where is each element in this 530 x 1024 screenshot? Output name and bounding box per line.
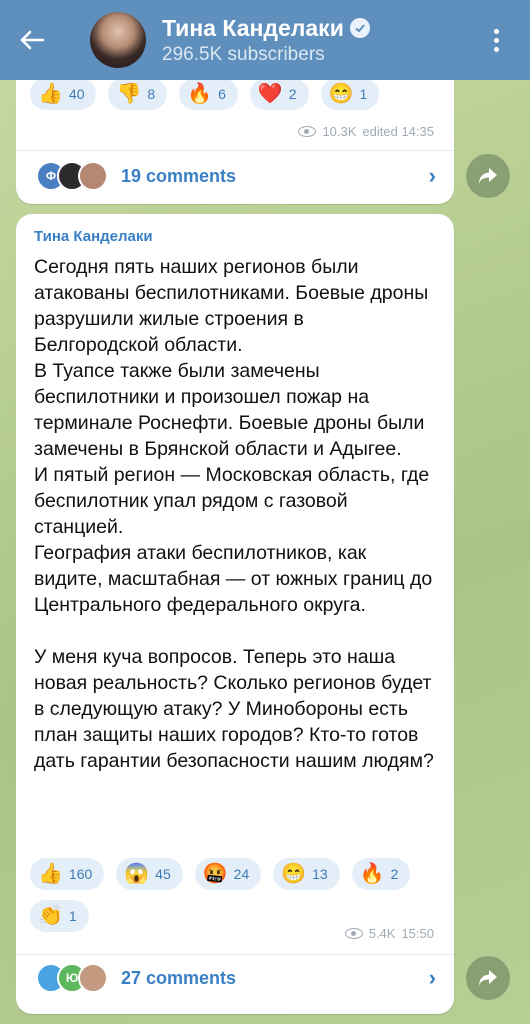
reaction-chip[interactable]: 👍 160: [30, 858, 104, 890]
commenter-avatar: [78, 963, 108, 993]
message-bubble: [16, 62, 454, 204]
commenter-avatar: [78, 161, 108, 191]
comments-label: 19 comments: [121, 165, 237, 186]
message-bubble: [16, 214, 454, 1014]
commenter-avatar: Ф: [36, 161, 66, 191]
share-button[interactable]: [466, 154, 510, 198]
reaction-chip[interactable]: ❤️ 2: [250, 78, 309, 110]
chevron-right-icon: ›: [428, 163, 436, 188]
more-menu-icon[interactable]: [476, 29, 516, 52]
eye-icon: [345, 928, 363, 939]
reaction-chip[interactable]: 😁 13: [273, 858, 339, 890]
reactions-row: [30, 858, 450, 932]
reaction-chip[interactable]: 😁 1: [321, 78, 380, 110]
message-time: 15:50: [401, 926, 434, 941]
view-count: 5.4K: [368, 926, 396, 941]
reaction-chip[interactable]: 🤬 24: [195, 858, 261, 890]
reaction-chip[interactable]: 🔥 2: [352, 858, 411, 890]
reaction-chip[interactable]: 👏 1: [30, 900, 89, 932]
channel-avatar[interactable]: [90, 12, 146, 68]
subscriber-count: 296.5K subscribers: [162, 43, 325, 65]
message-author[interactable]: Тина Канделаки: [34, 228, 153, 245]
chevron-right-icon: ›: [428, 965, 436, 990]
message-meta: [345, 926, 434, 941]
chat-header: [0, 0, 530, 80]
comments-button[interactable]: [36, 156, 436, 196]
divider: [16, 150, 454, 151]
reaction-chip[interactable]: 👎 8: [108, 78, 167, 110]
reactions-row: [30, 78, 450, 110]
edited-time: edited 14:35: [362, 124, 434, 139]
channel-info[interactable]: [162, 15, 476, 66]
divider: [16, 954, 454, 955]
reaction-chip[interactable]: 🔥 6: [179, 78, 238, 110]
channel-name: Тина Канделаки: [162, 14, 344, 41]
verified-icon: [350, 18, 370, 38]
comments-label: 27 comments: [121, 967, 237, 988]
share-button[interactable]: [466, 956, 510, 1000]
reaction-chip[interactable]: 😱 45: [116, 858, 182, 890]
view-count: 10.3K: [322, 124, 357, 139]
reaction-chip[interactable]: 👍 40: [30, 78, 96, 110]
share-arrow-icon: [478, 969, 498, 987]
comments-button[interactable]: [36, 958, 436, 998]
commenter-avatar: Ю: [57, 963, 87, 993]
message-meta: [298, 124, 434, 139]
share-arrow-icon: [478, 167, 498, 185]
back-button[interactable]: [0, 0, 64, 80]
eye-icon: [298, 126, 316, 137]
arrow-left-icon: [19, 29, 45, 51]
message-text: Сегодня пять наших регионов были атакованы беспилотниками. Боевые дроны разрушили жилые строения в Белгородской области. В Туапсе также были замечены беспилотники и произошел пожар на терминале Роснефти. Боевые дроны были замечены в Брянской области и Адыгее. И пятый регион — Московская область, где беспилотник упал рядом с газовой станцией. География атаки беспилотников, как видите, масштабная — от южных границ до Центрального федерального округа. У меня куча вопросов. Теперь это наша новая реальность? Сколько регионов будет в следующую атаку? У Минобороны есть план защиты наших городов? Кто-то готов дать гарантии безопасности нашим людям?: [34, 256, 434, 772]
